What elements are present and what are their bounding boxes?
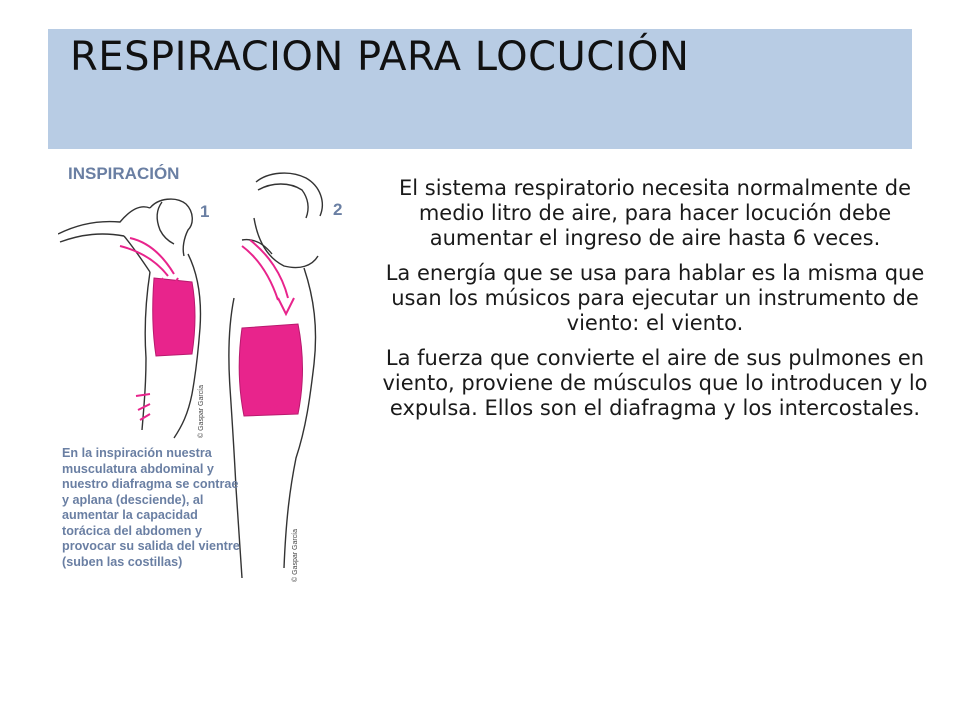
paragraph-1: El sistema respiratorio necesita normalmente de medio litro de aire, para hacer locución debe aumentar el ingreso de aire hasta 6 veces.	[398, 176, 912, 250]
figure-1-lung	[153, 278, 195, 356]
breathing-illustration	[58, 158, 358, 588]
paragraph-2: La energía que se usa para hablar es la misma que usan los músicos para ejecutar un instrumento de viento: el viento.	[385, 261, 925, 335]
illustration-credit-2: © Gaspar García	[292, 528, 299, 582]
illustration-heading: INSPIRACIÓN	[68, 164, 180, 183]
figure-2-lung	[239, 324, 302, 416]
figure-number-1: 1	[200, 202, 210, 221]
slide-title: RESPIRACION PARA LOCUCIÓN	[70, 34, 690, 80]
paragraph-3: La fuerza que convierte el aire de sus pulmones en viento, proviene de músculos que lo introducen y lo expulsa. Ellos son el diafragma y los intercostales.	[382, 346, 928, 420]
illustration-caption: En la inspiración nuestra musculatura abdominal y nuestro diafragma se contrae y aplana (desciende), al aumentar la capacidad torácica del abdomen y provocar su salida del vientre (suben las costillas)	[62, 446, 240, 569]
illustration-credit-1: © Gaspar García	[198, 384, 205, 438]
slide-body	[380, 176, 930, 431]
figure-number-2: 2	[333, 200, 343, 219]
